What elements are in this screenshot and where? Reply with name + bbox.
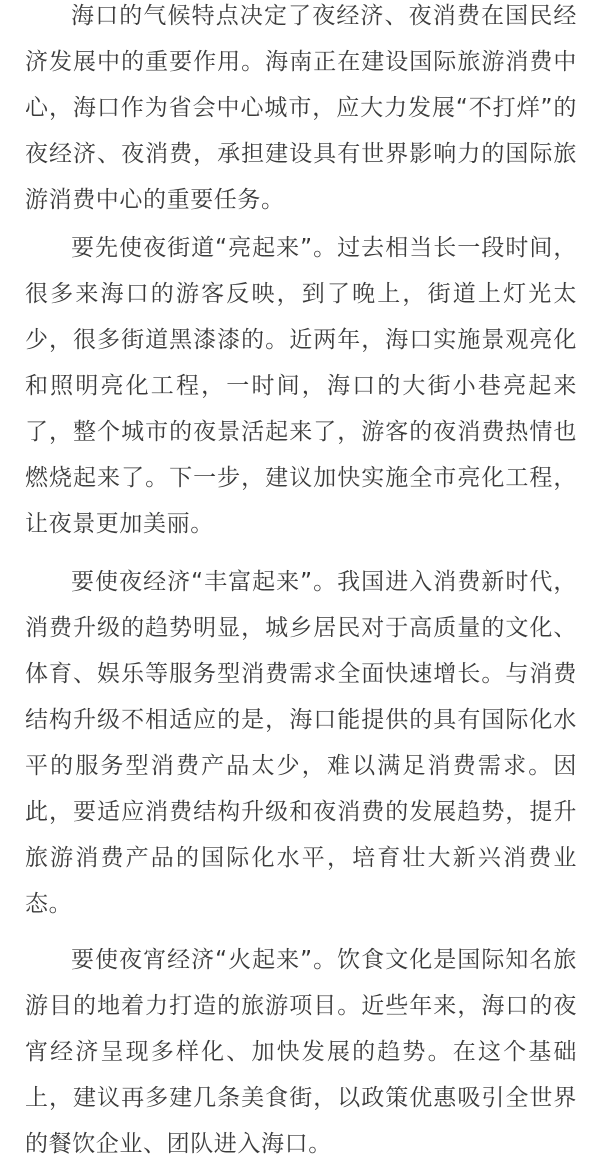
article-paragraph-climate: 海口的气候特点决定了夜经济、夜消费在国民经济发展中的重要作用。海南正在建设国际旅游消费中心，海口作为省会中心城市，应大力发展“不打烊”的夜经济、夜消费，承担建设具有世界影响力的国际旅游消费中心的重要任务。	[25, 3, 577, 213]
article-paragraph-street-lighting: 要先使夜街道“亮起来”。过去相当长一段时间，很多来海口的游客反映，到了晚上，街道上灯光太少，很多街道黑漆漆的。近两年，海口实施景观亮化和照明亮化工程，一时间，海口的大街小巷亮起来了，整个城市的夜景活起来了，游客的夜消费热情也燃烧起来了。下一步，建议加快实施全市亮化工程，让夜景更加美丽。	[25, 235, 577, 537]
article-paragraph-night-snack-economy: 要使夜宵经济“火起来”。饮食文化是国际知名旅游目的地着力打造的旅游项目。近些年来，海口的夜宵经济呈现多样化、加快发展的趋势。在这个基础上，建议再多建几条美食街，以政策优惠吸引全世界的餐饮企业、团队进入海口。	[25, 947, 577, 1157]
article-paragraph-night-economy: 要使夜经济“丰富起来”。我国进入消费新时代，消费升级的趋势明显，城乡居民对于高质量的文化、体育、娱乐等服务型消费需求全面快速增长。与消费结构升级不相适应的是，海口能提供的具有国际化水平的服务型消费产品太少，难以满足消费需求。因此，要适应消费结构升级和夜消费的发展趋势，提升旅游消费产品的国际化水平，培育壮大新兴消费业态。	[25, 569, 577, 917]
